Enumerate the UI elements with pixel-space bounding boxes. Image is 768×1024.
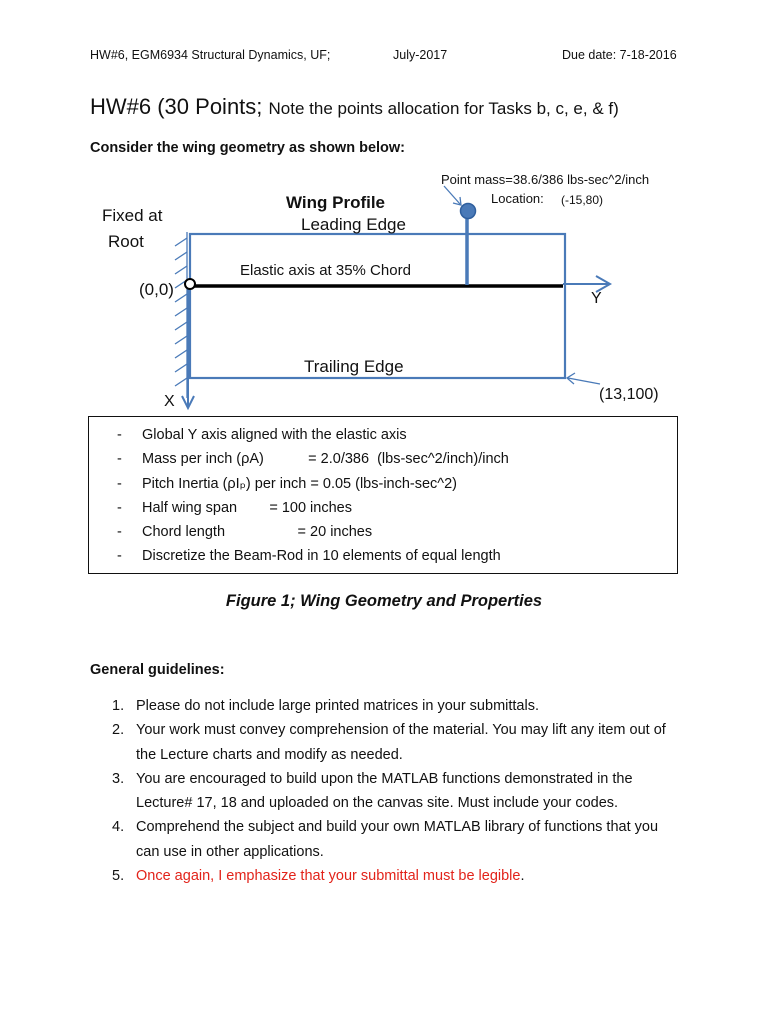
bullet-dash: - (117, 548, 122, 565)
trailing-edge-label: Trailing Edge (304, 357, 404, 376)
guideline-text: Your work must convey comprehension of the material. You may lift any item out of the Lecture charts and modify as needed. (136, 722, 666, 763)
corner-coordinate-label: (13,100) (599, 386, 659, 403)
point-mass-pointer (444, 186, 460, 204)
origin-label: (0,0) (139, 280, 174, 299)
property-item (117, 447, 509, 471)
location-value: (-15,80) (561, 193, 604, 207)
wing-diagram (0, 160, 768, 416)
guidelines-list (112, 694, 672, 888)
page-title (90, 94, 619, 120)
bullet-dash: - (117, 524, 122, 541)
guideline-number: 3. (112, 770, 125, 787)
y-axis-label: Y (591, 290, 602, 307)
fixed-label-line2: Root (108, 232, 144, 251)
title-main: HW#6 (30 Points; (90, 94, 269, 119)
bullet-dash: - (117, 475, 122, 492)
guideline-number: 5. (112, 868, 125, 885)
guideline-item (112, 864, 672, 888)
x-axis-label: X (164, 393, 175, 410)
point-mass-label: Point mass=38.6/386 lbs-sec^2/inch (441, 172, 650, 187)
header-course: HW#6, EGM6934 Structural Dynamics, UF; (90, 48, 331, 62)
wing-profile-label: Wing Profile (286, 193, 386, 212)
origin-marker (185, 279, 195, 289)
property-item (117, 472, 509, 496)
intro-text: Consider the wing geometry as shown below: (90, 140, 406, 156)
property-text: Global Y axis aligned with the elastic axis (142, 427, 407, 443)
guideline-text: You are encouraged to build upon the MATLAB functions demonstrated in the Lecture# 17, 18 and uploaded on the canvas site. Must include your codes. (136, 770, 633, 812)
properties-list (117, 423, 509, 569)
bullet-dash: - (117, 451, 122, 468)
bullet-dash: - (117, 499, 122, 516)
guideline-item (112, 815, 672, 864)
guideline-item (112, 694, 672, 718)
guideline-text: Comprehend the subject and build your own MATLAB library of functions that you can use in other applications. (136, 819, 659, 860)
guideline-number: 4. (112, 819, 125, 836)
header-date: July-2017 (393, 48, 448, 62)
property-text: Chord length = 20 inches (142, 524, 373, 541)
leading-edge-label: Leading Edge (301, 215, 406, 234)
point-mass (461, 204, 476, 219)
property-item (117, 496, 509, 520)
property-text: Half wing span = 100 inches (142, 499, 352, 516)
header-due-date: Due date: 7-18-2016 (562, 48, 677, 62)
guideline-suffix: . (520, 868, 525, 885)
guideline-item (112, 718, 672, 767)
guidelines-heading: General guidelines: (90, 662, 225, 678)
property-item (117, 520, 509, 544)
fixed-root-wall (175, 232, 187, 398)
property-text: Pitch Inertia (ρIₚ) per inch = 0.05 (lbs-inch-sec^2) (142, 475, 458, 492)
figure-caption: Figure 1; Wing Geometry and Properties (225, 592, 543, 610)
elastic-axis-label: Elastic axis at 35% Chord (240, 262, 411, 279)
guideline-text: Please do not include large printed matrices in your submittals. (136, 698, 539, 714)
fixed-label-line1: Fixed at (102, 206, 163, 225)
guideline-number: 1. (112, 698, 125, 714)
guideline-item (112, 767, 672, 816)
property-text: Discretize the Beam-Rod in 10 elements of equal length (142, 548, 501, 565)
guideline-number: 2. (112, 722, 125, 739)
bullet-dash: - (117, 427, 122, 443)
property-item (117, 423, 509, 447)
property-item (117, 544, 509, 568)
location-label: Location: (491, 191, 544, 206)
properties-box (88, 416, 678, 574)
guideline-emphasis-text: Once again, I emphasize that your submittal must be legible (136, 868, 521, 885)
title-note: Note the points allocation for Tasks b, c, e, & f) (268, 99, 619, 118)
property-text: Mass per inch (ρA) = 2.0/386 (lbs-sec^2/inch)/inch (142, 451, 509, 468)
